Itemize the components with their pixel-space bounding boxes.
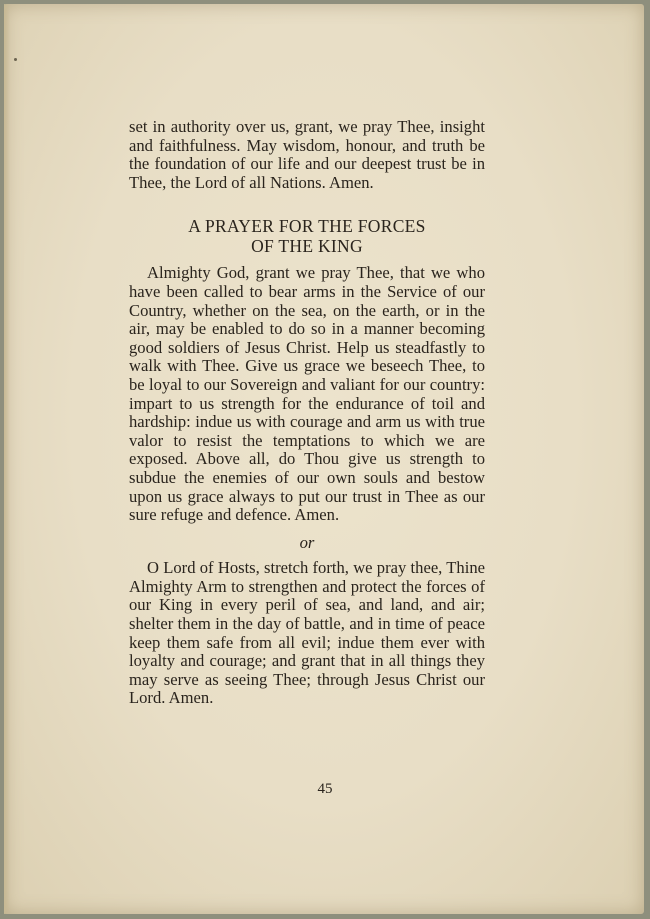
page-text — [129, 118, 485, 708]
paper-speck — [14, 58, 17, 61]
prayer-paragraph-lord-of-hosts: O Lord of Hosts, stretch forth, we pray thee, Thine Almighty Arm to strengthen and protect the forces of our King in every peril of sea, and land, and air; shelter them in the day of battle, and in time of peace keep them safe from all evil; indue them ever with loyalty and courage; and grant that in all things they may serve as seeing Thee; through Jesus Christ our Lord. Amen. — [129, 558, 485, 708]
page-number: 45 — [317, 781, 333, 797]
page-binding-edge — [4, 4, 10, 914]
heading-line-1: A PRAYER FOR THE FORCES — [188, 216, 426, 237]
prayer-paragraph-continued: set in authority over us, grant, we pray Thee, insight and faithfulness. May wisdom, honour, and truth be the foundation of our life and our deepest trust be in Thee, the Lord of all Nations. Amen. — [129, 117, 485, 192]
or-separator: or — [299, 532, 315, 552]
prayer-paragraph-forces: Almighty God, grant we pray Thee, that we who have been called to bear arms in the Service of our Country, whether on the sea, on the earth, or in the air, may be enabled to do so in a manner becoming good soldiers of Jesus Christ. Help us steadfastly to walk with Thee. Give us grace we beseech Thee, to be loyal to our Sovereign and valiant for our country: impart to us strength for the endurance of toil and hardship: indue us with courage and arm us with true valor to resist the temptations to which we are exposed. Above all, do Thou give us strength to subdue the enemies of our own souls and bestow upon us grace always to put our trust in Thee as our sure refuge and defence. Amen. — [129, 263, 485, 525]
prayer-heading — [129, 216, 485, 256]
heading-line-2: OF THE KING — [251, 236, 363, 257]
